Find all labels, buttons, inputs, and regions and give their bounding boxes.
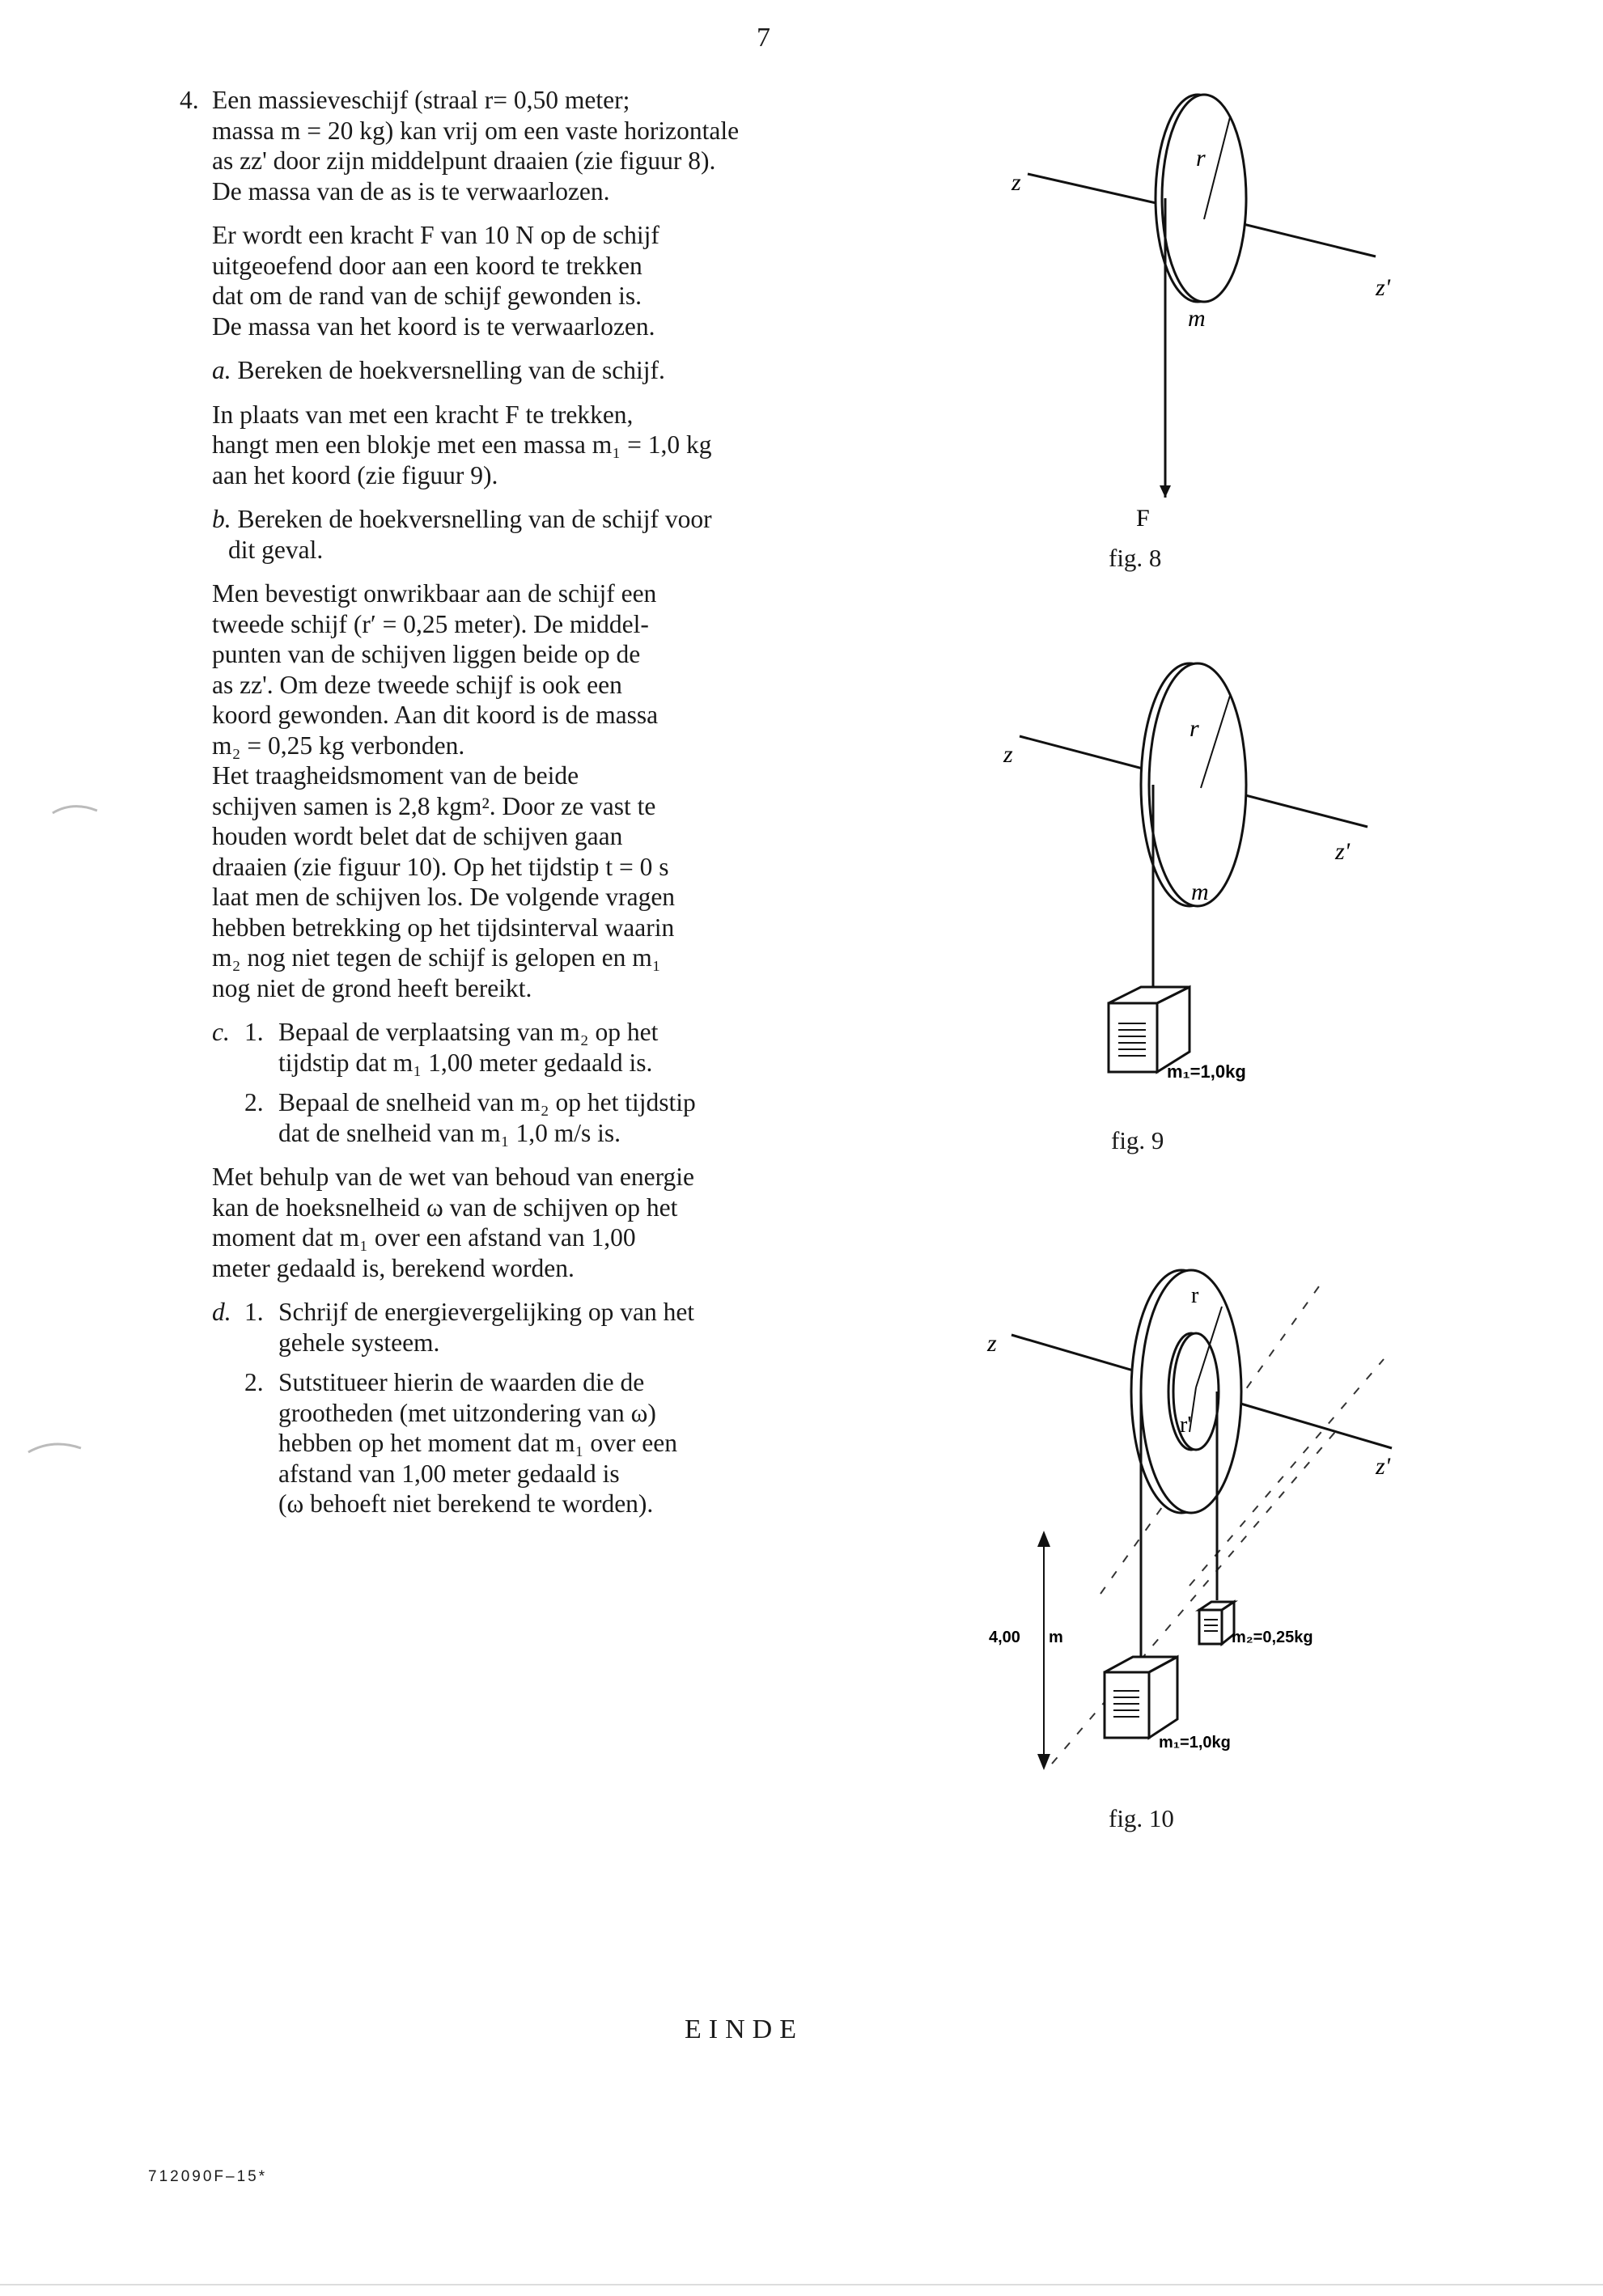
scan-border-decoration (0, 2280, 1603, 2290)
text-line: meter gedaald is, berekend worden. (212, 1253, 575, 1282)
footer-code: 712090F–15* (148, 2168, 268, 2185)
question-number: 4. (180, 86, 199, 114)
page-number: 7 (757, 23, 770, 53)
text-line: De massa van het koord is te verwaarlozen. (212, 311, 655, 341)
label-r: r (1191, 1283, 1199, 1308)
text-line: m₂ = 0,25 kg verbonden. (212, 731, 465, 760)
label-z: z (1011, 169, 1021, 196)
question-c-part-1 (212, 1017, 696, 1078)
label-r: r (1190, 715, 1199, 742)
figure-8-diagram (995, 77, 1416, 530)
block-m2 (1199, 1602, 1234, 1644)
question-b-label: b. (212, 505, 231, 533)
text-line: grootheden (met uitzondering van ω) (278, 1398, 656, 1427)
text-line: Een massieveschijf (straal r= 0,50 meter; (212, 86, 630, 114)
scan-mark-decoration (49, 793, 105, 825)
text-line: hebben betrekking op het tijdsinterval waarin (212, 913, 675, 942)
label-r-prime: r' (1180, 1413, 1192, 1438)
text-line: dit geval. (228, 535, 324, 564)
text-line: Het traagheidsmoment van de beide (212, 761, 579, 790)
second-disc-paragraph (180, 578, 884, 1003)
end-mark: EINDE (685, 2014, 804, 2044)
axis-line (1230, 791, 1368, 827)
text-line: De massa van de as is te verwaarlozen. (212, 176, 610, 205)
label-m: m (1188, 305, 1206, 332)
scan-mark-decoration (24, 1432, 89, 1464)
label-m: m (1191, 879, 1209, 905)
text-line: Met behulp van de wet van behoud van energie (212, 1163, 694, 1191)
block-m1 (1109, 987, 1190, 1072)
height-arrow-head-up (1037, 1531, 1050, 1547)
text-line: massa m = 20 kg) kan vrij om een vaste horizontale (212, 116, 740, 145)
text-line: as zz' door zijn middelpunt draaien (zie figuur 8). (212, 146, 716, 175)
part-number: 1. (244, 1018, 264, 1046)
force-paragraph (180, 220, 884, 341)
text-line: uitgeoefend door aan een koord te trekken (212, 251, 642, 280)
question-d-part-2 (212, 1367, 694, 1519)
height-arrow-head-down (1037, 1754, 1050, 1770)
energy-paragraph (180, 1162, 884, 1283)
text-line: In plaats van met een kracht F te trekken, (212, 400, 634, 429)
label-z: z (1003, 741, 1013, 768)
text-line: Bepaal de snelheid van m₂ op het tijdstip (278, 1088, 696, 1116)
text-line: houden wordt belet dat de schijven gaan (212, 822, 623, 850)
figure-10-diagram (979, 1238, 1432, 1788)
figure-8-caption: fig. 8 (1109, 544, 1162, 572)
label-m2: m₂=0,25kg (1232, 1629, 1313, 1646)
label-F: F (1136, 505, 1150, 530)
text-line: tweede schijf (r′ = 0,25 meter). De middel- (212, 609, 649, 638)
question-text (180, 85, 884, 1519)
text-line: Bereken de hoekversnelling van de schijf voor (237, 505, 712, 533)
question-intro (180, 85, 884, 206)
text-line: gehele systeem. (278, 1328, 440, 1357)
figure-9-caption: fig. 9 (1111, 1126, 1164, 1154)
label-z-prime: z' (1376, 1453, 1391, 1480)
text-line: Sutstitueer hierin de waarden die de (278, 1368, 645, 1396)
question-d (180, 1297, 884, 1519)
label-m1: m₁=1,0kg (1159, 1734, 1231, 1752)
text-line: hangt men een blokje met een massa m₁ = 1,0 kg (212, 430, 712, 459)
axis-line (1238, 1403, 1392, 1448)
text-line: kan de hoeksnelheid ω van de schijven op het (212, 1192, 678, 1222)
figure-9-diagram (987, 647, 1408, 1116)
text-line: moment dat m₁ over een afstand van 1,00 (212, 1223, 636, 1252)
part-number: 2. (244, 1088, 264, 1116)
text-line: hebben op het moment dat m₁ over een (278, 1429, 677, 1457)
text-line: Bepaal de verplaatsing van m₂ op het (278, 1018, 659, 1046)
text-line: schijven samen is 2,8 kgm². Door ze vast te (212, 791, 656, 820)
text-line: Er wordt een kracht F van 10 N op de schijf (212, 221, 659, 249)
disc-face (1162, 95, 1246, 302)
text-line: m₂ nog niet tegen de schijf is gelopen en m₁ (212, 943, 661, 972)
label-z-prime: z' (1376, 274, 1391, 301)
question-a (180, 355, 884, 386)
question-d-label: d. (212, 1298, 231, 1326)
text-line: draaien (zie figuur 10). Op het tijdstip t = 0 s (212, 852, 669, 881)
text-line: afstand van 1,00 meter gedaald is (278, 1459, 620, 1488)
disc-face (1149, 663, 1246, 906)
force-arrow (1160, 485, 1171, 498)
text-line: dat om de rand van de schijf gewonden is. (212, 282, 642, 310)
figure-10-caption: fig. 10 (1109, 1804, 1174, 1832)
block-paragraph (180, 400, 884, 491)
text-line: nog niet de grond heeft bereikt. (212, 973, 532, 1002)
text-line: tijdstip dat m₁ 1,00 meter gedaald is. (278, 1048, 653, 1077)
label-z: z (987, 1330, 997, 1357)
question-b (180, 504, 884, 565)
question-c-label: c. (212, 1018, 230, 1046)
text-line: koord gewonden. Aan dit koord is de massa (212, 701, 659, 729)
text-line: as zz'. Om deze tweede schijf is ook een (212, 670, 622, 699)
question-d-part-1 (212, 1297, 694, 1358)
part-number: 2. (244, 1368, 264, 1396)
text-line: Schrijf de energievergelijking op van het (278, 1298, 695, 1326)
text-line: dat de snelheid van m₁ 1,0 m/s is. (278, 1118, 621, 1147)
text-line: Men bevestigt onwrikbaar aan de schijf een (212, 579, 657, 608)
question-c (180, 1017, 884, 1148)
part-number: 1. (244, 1298, 264, 1326)
label-r: r (1196, 145, 1206, 172)
question-c-part-2 (212, 1087, 696, 1148)
axis-line (1230, 221, 1376, 256)
label-z-prime: z' (1335, 838, 1351, 865)
label-m1: m₁=1,0kg (1167, 1061, 1246, 1082)
question-a-text: Bereken de hoekversnelling van de schijf. (237, 356, 665, 384)
text-line: laat men de schijven los. De volgende vragen (212, 883, 676, 911)
label-height: 4,00 (989, 1629, 1020, 1646)
text-line: aan het koord (zie figuur 9). (212, 460, 498, 489)
block-m1 (1105, 1657, 1177, 1738)
text-line: (ω behoeft niet berekend te worden). (278, 1489, 654, 1518)
label-height-unit: m (1049, 1629, 1063, 1646)
question-a-label: a. (212, 356, 231, 384)
text-line: punten van de schijven liggen beide op de (212, 640, 641, 668)
